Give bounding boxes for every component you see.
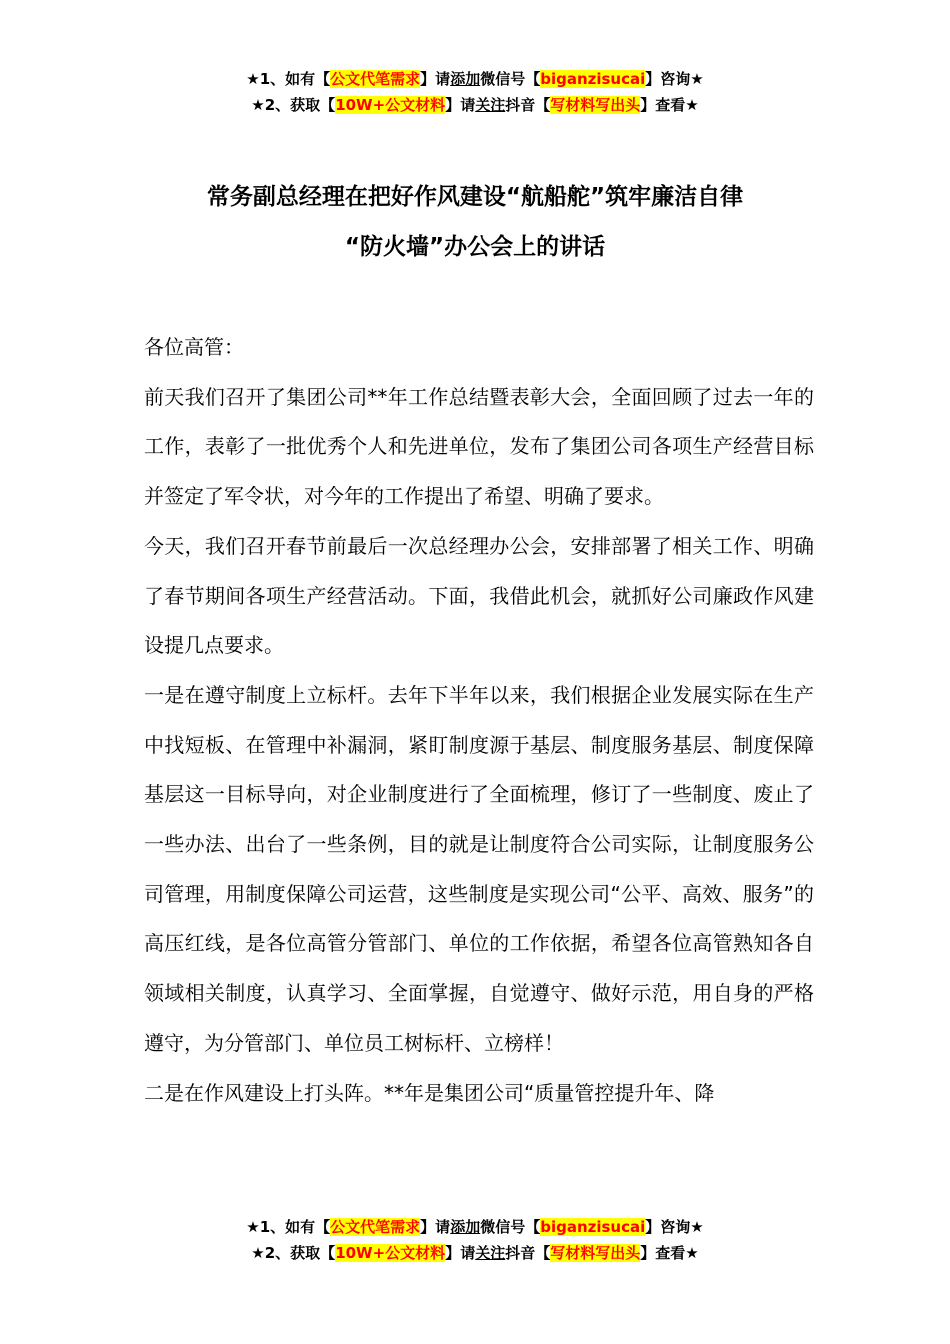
highlight-materials: 10W+公文材料	[335, 96, 446, 114]
header-banner-line-1: ★1、如有【公文代笔需求】请添加微信号【biganzisucai】咨询★	[246, 70, 704, 88]
footer-banner-line-1: ★1、如有【公文代笔需求】请添加微信号【biganzisucai】咨询★	[246, 1218, 704, 1236]
highlight-douyin-account: 写材料写出头	[550, 96, 641, 114]
title-line-1: 常务副总经理在把好作风建设“航船舵”筑牢廉洁自律	[206, 184, 744, 210]
title-line-2: “防火墙”办公会上的讲话	[344, 234, 606, 260]
paragraph: 前天我们召开了集团公司**年工作总结暨表彰大会，全面回顾了过去一年的工作，表彰了一批优秀个人和先进单位，发布了集团公司各项生产经营目标并签定了军令状，对今年的工作提出了希望、明确了要求。	[144, 384, 814, 509]
footer-banner-line-2: ★2、获取【10W+公文材料】请关注抖音【写材料写出头】查看★	[251, 1244, 699, 1262]
highlight-service: 公文代笔需求	[330, 70, 421, 88]
header-banner-line-2: ★2、获取【10W+公文材料】请关注抖音【写材料写出头】查看★	[251, 96, 699, 114]
paragraph: 一是在遵守制度上立标杆。去年下半年以来，我们根据企业发展实际在生产中找短板、在管理中补漏洞，紧盯制度源于基层、制度服务基层、制度保障基层这一目标导向，对企业制度进行了全面梳理，修订了一些制度、废止了一些办法、出台了一些条例，目的就是让制度符合公司实际，让制度服务公司管理，用制度保障公司运营，这些制度是实现公司“公平、高效、服务”的高压红线，是各位高管分管部门、单位的工作依据，希望各位高管熟知各自领域相关制度，认真学习、全面掌握，自觉遵守、做好示范，用自身的严格遵守，为分管部门、单位员工树标杆、立榜样！	[144, 682, 814, 1055]
footer-banner	[0, 1214, 950, 1266]
highlight-douyin-account: 写材料写出头	[550, 1244, 641, 1262]
paragraph: 今天，我们召开春节前最后一次总经理办公会，安排部署了相关工作、明确了春节期间各项生产经营活动。下面，我借此机会，就抓好公司廉政作风建设提几点要求。	[144, 533, 814, 658]
highlight-wechat-id: biganzisucai	[540, 1218, 646, 1236]
header-banner	[0, 66, 950, 118]
highlight-materials: 10W+公文材料	[335, 1244, 446, 1262]
highlight-wechat-id: biganzisucai	[540, 70, 646, 88]
document-body	[144, 323, 814, 1118]
paragraph: 二是在作风建设上打头阵。**年是集团公司“质量管控提升年、降	[144, 1080, 715, 1105]
document-title	[0, 172, 950, 272]
highlight-service: 公文代笔需求	[330, 1218, 421, 1236]
salutation: 各位高管：	[144, 335, 244, 359]
